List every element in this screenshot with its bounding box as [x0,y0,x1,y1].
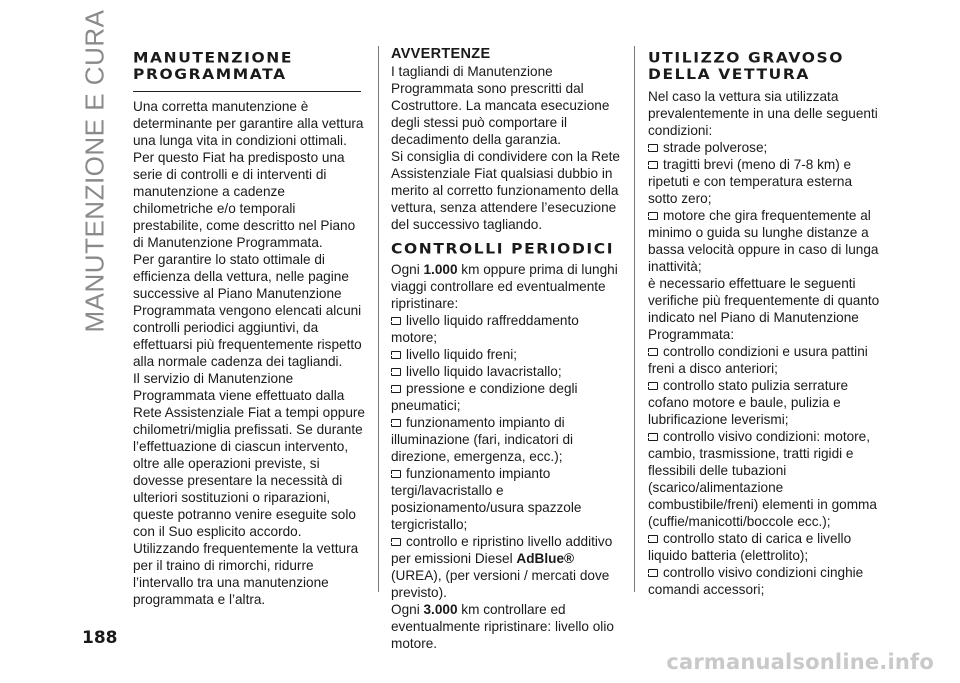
list-item [648,530,884,564]
periodic-checks-outro [391,601,623,652]
list-item-text: funzionamento impianto tergi/lavacristallo e posizionamento/usura spazzole tergicristallo; [391,466,582,532]
list-item [391,363,623,380]
section-title-line-2: PROGRAMMATA [133,66,287,83]
column-periodic-checks [391,46,623,652]
bullet-icon [391,538,401,546]
list-item [391,465,623,533]
km-value: 1.000 [423,262,458,277]
bullet-icon [648,382,658,390]
list-item [391,346,623,363]
heavy-use-intro: Nel caso la vettura sia utilizzata prevalentemente in una delle seguenti condizioni: [648,89,878,138]
list-item [391,380,623,414]
watermark: carmanualsonline.info [666,650,934,674]
paragraph: Il servizio di Manutenzione Programmata viene effettuato dalla Rete Assistenziale Fiat a tempi oppure chilometri/miglia prefissati. Se durante l’effettuazione di ciascun intervento, oltre alle operazioni previste, si dovesse presentare la necessità di ulteriori sostituzioni o riparazioni, queste potranno venire eseguite solo con il Suo esplicito accordo. Utilizzando frequentemente la vettura per il traino di rimorchi, ridurre l’intervallo tra una manutenzione programmata e l’altra. [133,371,365,607]
list-item-text: pressione e condizione degli pneumatici; [391,381,578,413]
list-item-text: (UREA), (per versioni / mercati dove previsto). [391,568,610,600]
section-title-heavy-use [648,50,884,82]
list-item-text: controllo e ripristino livello additivo per emissioni Diesel [391,534,613,566]
list-item-text: controllo stato pulizia serrature cofano motore e baule, pulizia e lubrificazione leverismi; [648,378,849,427]
heavy-use-middle: è necessario effettuare le seguenti verifiche più frequentemente di quanto indicato nel Piano di Manutenzione Programmata: [648,276,880,342]
list-item-text: livello liquido raffreddamento motore; [391,313,579,345]
section-title-line-2: DELLA VETTURA [648,66,811,83]
list-item [648,343,884,377]
chapter-side-title [79,9,110,333]
bullet-icon [391,317,401,325]
list-item-text: controllo visivo condizioni: motore, cambio, trasmissione, tratti rigidi e flessibili delle tubazioni (scarico/alimentazione combustibile/freni) elementi in gomma (cuffie/manicotti/boccole ecc.); [648,429,877,529]
list-item-text: livello liquido freni; [406,347,518,362]
page-number: 188 [82,628,118,648]
bullet-icon [648,569,658,577]
warning-paragraph: I tagliandi di Manutenzione Programmata sono prescritti dal Costruttore. La mancata esecuzione degli stessi può comportare il decadimento della garanzia. [391,64,610,147]
section-title-rule [133,91,361,92]
intro-text: Ogni [391,262,424,277]
bullet-icon [648,161,658,169]
list-item [648,564,884,598]
list-item-text: funzionamento impianto di illuminazione (fari, indicatori di direzione, emergenza, ecc.); [391,415,574,464]
km-value: 3.000 [423,602,458,617]
list-item [648,207,884,275]
section-title-line-1: UTILIZZO GRAVOSO [648,50,845,67]
paragraph: Per questo Fiat ha predisposto una serie di controlli e di interventi di manutenzione a cadenze chilometriche e/o temporali prestabilite, come descritto nel Piano di Manutenzione Programmata. [133,150,356,250]
outro-text: km controllare ed eventualmente ripristinare: livello olio motore. [391,602,614,651]
column-scheduled-maintenance [133,50,365,608]
list-item [648,428,884,530]
list-item [391,533,623,601]
chapter-side-title-text: MANUTENZIONE E CURA [79,9,110,333]
heavy-use-checks-list [648,343,884,598]
bullet-icon [648,433,658,441]
column-divider-2 [634,46,635,592]
list-item-text: motore che gira frequentemente al minimo o guida su lunghe distanze a bassa velocità oppure in caso di lunga inattività; [648,208,879,274]
bullet-icon [391,470,401,478]
list-item-text: strade polverose; [663,140,768,155]
paragraph: Per garantire lo stato ottimale di efficienza della vettura, nelle pagine successive al Piano Manutenzione Programmata vengono elencati alcuni controlli periodici aggiuntivi, da effettuarsi più frequentemente rispetto alla normale cadenza dei tagliandi. [133,252,362,369]
list-item-text: controllo condizioni e usura pattini freni a disco anteriori; [648,344,868,376]
heavy-use-conditions-list [648,139,884,275]
bullet-icon [648,348,658,356]
section-title-periodic-checks: CONTROLLI PERIODICI [391,241,615,258]
list-item-text: controllo stato di carica e livello liquido batteria (elettrolito); [648,531,852,563]
column-heavy-use [648,50,884,598]
adblue-label: AdBlue® [516,551,575,566]
periodic-checks-intro [391,261,623,312]
warning-paragraph: Si consiglia di condividere con la Rete Assistenziale Fiat qualsiasi dubbio in merito al corretto funzionamento della vettura, senza attendere l’esecuzione del successivo tagliando. [391,149,620,232]
bullet-icon [391,351,401,359]
outro-text: Ogni [391,602,424,617]
bullet-icon [648,144,658,152]
section-title-scheduled-maintenance [133,50,365,82]
list-item [391,312,623,346]
list-item-text: tragitti brevi (meno di 7-8 km) e ripetuti e con temperatura esterna sotto zero; [648,157,853,206]
list-item-text: livello liquido lavacristallo; [406,364,562,379]
list-item [648,377,884,428]
list-item-text: controllo visivo condizioni cinghie comandi accessori; [648,565,864,597]
list-item [648,156,884,207]
periodic-checks-list [391,312,623,601]
bullet-icon [391,368,401,376]
bullet-icon [391,419,401,427]
warning-heading: AVVERTENZE [391,46,491,62]
list-item [391,414,623,465]
bullet-icon [648,535,658,543]
column-divider-1 [378,46,379,592]
paragraph: Una corretta manutenzione è determinante per garantire alla vettura una lunga vita in condizioni ottimali. [133,99,364,148]
bullet-icon [648,212,658,220]
bullet-icon [391,385,401,393]
list-item [648,139,884,156]
intro-text: km oppure prima di lunghi viaggi controllare ed eventualmente ripristinare: [391,262,618,311]
section-title-line-1: MANUTENZIONE [133,50,294,67]
